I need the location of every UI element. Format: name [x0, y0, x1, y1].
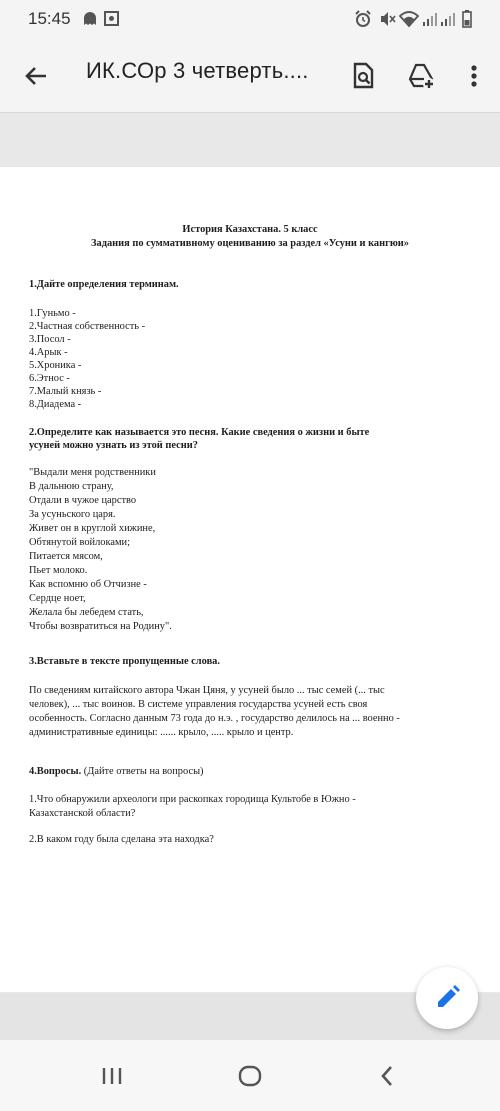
poem-line: Чтобы возвратиться на Родину".	[29, 621, 172, 632]
task2-title-line: 2.Определите как называется это песня. Какие сведения о жизни и быте	[29, 427, 370, 438]
navigation-bar	[0, 1040, 500, 1111]
more-vert-icon[interactable]	[458, 60, 490, 92]
task1-item: 8.Диадема -	[29, 399, 82, 410]
find-in-page-icon[interactable]	[347, 60, 379, 92]
add-to-drive-icon[interactable]	[405, 60, 437, 92]
task1-item: 4.Арык -	[29, 347, 68, 358]
task1-item: 6.Этнос -	[29, 373, 70, 384]
task4-question-line: 1.Что обнаружили археологи при раскопках городища Культобе в Южно -	[29, 794, 356, 805]
task1-item: 5.Хроника -	[29, 360, 82, 371]
poem-line: За усуньского царя.	[29, 509, 116, 520]
task1-title: 1.Дайте определения терминам.	[29, 279, 179, 290]
home-icon[interactable]	[236, 1062, 264, 1090]
task1-item: 7.Малый князь -	[29, 386, 102, 397]
poem-line: Питается мясом,	[29, 551, 103, 562]
poem-line: Как вспомню об Отчизне -	[29, 579, 147, 590]
recents-icon[interactable]	[98, 1062, 126, 1090]
task4-question-line: 2.В каком году была сделана эта находка?	[29, 834, 214, 845]
task4-question-line: Казахстанской области?	[29, 808, 136, 819]
wifi-icon	[399, 9, 419, 29]
notification-box-icon	[103, 9, 121, 29]
signal-icon	[422, 9, 438, 29]
poem-line: "Выдали меня родственники	[29, 467, 156, 478]
task4-title	[29, 765, 204, 778]
poem-line: Обтянутой войлоками;	[29, 537, 130, 548]
task2-title-line: усуней можно узнать из этой песни?	[29, 440, 198, 451]
task3-text-line: По сведениям китайского автора Чжан Цяня, у усуней было ... тыс семей (... тыс	[29, 685, 385, 696]
status-bar	[0, 0, 500, 40]
header-line-1: История Казахстана. 5 класс	[182, 224, 318, 235]
app-bar	[0, 40, 500, 113]
task1-item: 3.Посол -	[29, 334, 71, 345]
task1-item: 1.Гуньмо -	[29, 308, 76, 319]
edit-button[interactable]	[416, 967, 478, 1029]
back-icon[interactable]	[374, 1062, 402, 1090]
task3-text-line: административные единицы: ...... крыло, ..... крыло и центр.	[29, 727, 294, 738]
document-page	[0, 167, 500, 992]
poem-line: В дальнюю страну,	[29, 481, 114, 492]
alarm-icon	[354, 9, 372, 29]
battery-icon	[461, 9, 473, 29]
document-title: ИК.СОр 3 четверть....	[86, 58, 309, 83]
task3-text-line: человек), ... тыс воинов. В системе управления государства усуней есть своя	[29, 699, 368, 710]
task4-title-rest: (Дайте ответы на вопросы)	[81, 766, 204, 777]
poem-line: Желала бы лебедем стать,	[29, 607, 144, 618]
task3-text-line: особенность. Согласно данным 73 года до н.э. , государство делилось на ... военно -	[29, 713, 400, 724]
mute-icon	[378, 9, 396, 29]
status-time: 15:45	[28, 9, 71, 28]
document-viewer[interactable]	[0, 113, 500, 993]
poem-line: Отдали в чужое царство	[29, 495, 137, 506]
poem-line: Сердце ноет,	[29, 593, 86, 604]
back-arrow-icon[interactable]	[20, 60, 52, 92]
task1-item: 2.Частная собственность -	[29, 321, 146, 332]
poem-line: Пьет молоко.	[29, 565, 88, 576]
signal-icon	[440, 9, 456, 29]
task4-title-bold: 4.Вопросы.	[29, 766, 82, 777]
poem-line: Живет он в круглой хижине,	[29, 523, 156, 534]
header-line-2: Задания по суммативному оцениванию за раздел «Усуни и кангюи»	[91, 238, 409, 249]
ghost-icon	[80, 9, 100, 29]
edit-pencil-icon	[416, 967, 478, 1029]
task3-title: 3.Вставьте в тексте пропущенные слова.	[29, 656, 220, 667]
